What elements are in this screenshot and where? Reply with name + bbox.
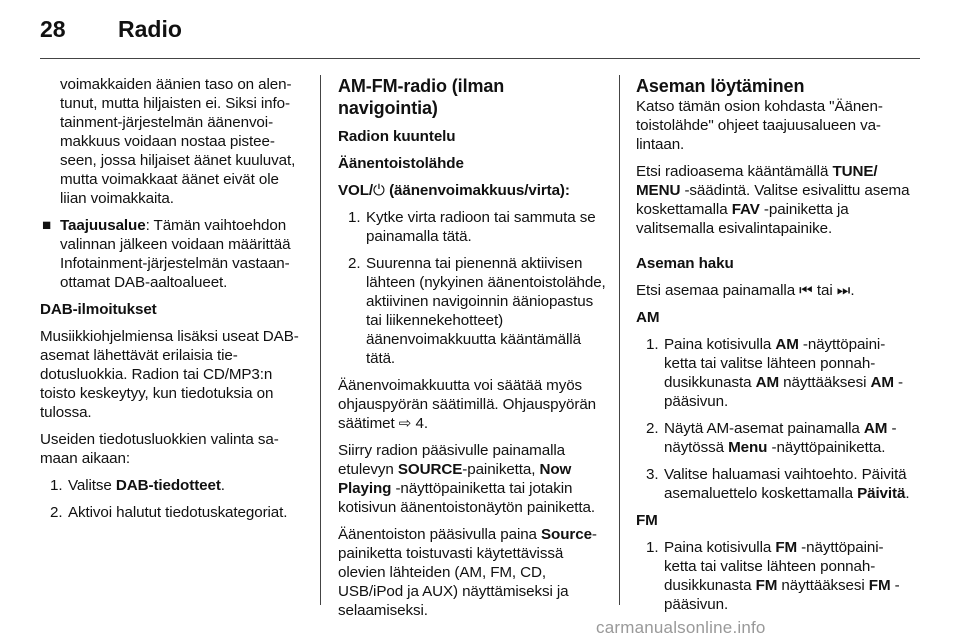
paragraph-text: -painiketta ja valitsemalla esivalintapainike. bbox=[636, 201, 849, 237]
paragraph bbox=[338, 525, 606, 620]
paragraph bbox=[636, 162, 910, 238]
step-number: 2. bbox=[50, 504, 63, 521]
step-number: 3. bbox=[646, 466, 659, 483]
paragraph-text: -säädintä. Valitse esivalittu asema koskettamalla bbox=[636, 182, 910, 218]
step-text: Valitse haluamasi vaihtoehto. Päivitä asemaluettelo koskettamalla bbox=[664, 466, 907, 502]
page-number: 28 bbox=[40, 16, 66, 42]
page-reference-icon: ⇨ bbox=[398, 415, 412, 432]
step-text: . bbox=[220, 477, 225, 494]
paragraph-text: Etsi asemaa painamalla bbox=[636, 282, 800, 299]
step-text: Aktivoi halutut tiedotuskategoriat. bbox=[68, 504, 288, 521]
paragraph-text: Äänentoiston pääsivulla paina bbox=[338, 526, 542, 543]
paragraph: Katso tämän osion kohdasta "Äänentoistolähde" ohjeet taajuusalueen valintaan. bbox=[636, 98, 883, 153]
button-term: AM bbox=[863, 420, 888, 437]
step-number: 2. bbox=[646, 420, 659, 437]
list-item bbox=[636, 465, 910, 503]
dab-paragraph: Useiden tiedotusluokkien valinta samaan aikaan: bbox=[40, 431, 279, 467]
step-number: 2. bbox=[348, 255, 361, 272]
step-bold: DAB-tiedotteet bbox=[115, 477, 221, 494]
band-heading-am: AM bbox=[636, 309, 660, 326]
subheading-text: (äänenvoimakkuus/virta): bbox=[384, 182, 570, 199]
subheading: Aseman haku bbox=[636, 255, 734, 272]
step-text: Kytke virta radioon tai sammuta se painamalla tätä. bbox=[366, 209, 596, 245]
paragraph-text: . bbox=[850, 282, 855, 299]
steps-list bbox=[636, 538, 910, 614]
subheading: Äänentoistolähde bbox=[338, 155, 464, 172]
seek-forward-icon: ⏭ bbox=[836, 282, 851, 299]
button-term: TUNE/ MENU bbox=[636, 163, 878, 199]
column-middle bbox=[338, 75, 606, 628]
button-term: FAV bbox=[731, 201, 760, 218]
step-text: -näyttöpainiketta tai valitse lähteen ponnahdusikkunasta bbox=[664, 539, 884, 594]
step-text: Paina kotisivulla bbox=[664, 539, 776, 556]
step-text: -näytössä bbox=[664, 420, 897, 456]
step-text: Suurenna tai pienennä aktiivisen lähteen (nykyinen äänentoistolähde, aktiivinen navigoinnin ääniopastus tai liikennekehotteet) äänenvoimakkuutta kääntämällä tätä. bbox=[366, 255, 606, 367]
band-heading-fm: FM bbox=[636, 512, 658, 529]
list-item bbox=[636, 419, 910, 457]
step-number: 1. bbox=[646, 539, 659, 556]
steps-list bbox=[636, 335, 910, 503]
list-item bbox=[636, 335, 910, 411]
step-text: -näyttöpainiketta. bbox=[767, 439, 886, 456]
page-header bbox=[0, 0, 960, 62]
paragraph-text: -painiketta, bbox=[462, 461, 540, 478]
watermark: carmanualsonline.info bbox=[596, 618, 766, 637]
dab-heading: DAB-ilmoitukset bbox=[40, 301, 157, 318]
button-term: AM bbox=[755, 374, 779, 391]
step-number: 1. bbox=[646, 336, 659, 353]
paragraph-text: Siirry radion pääsivulle painamalla etulevyn bbox=[338, 442, 565, 478]
subheading: Radion kuuntelu bbox=[338, 128, 456, 145]
steps-list bbox=[40, 476, 306, 522]
paragraph-text: 4. bbox=[411, 415, 428, 432]
column-divider bbox=[320, 75, 321, 605]
step-text: Valitse bbox=[68, 477, 116, 494]
list-item bbox=[636, 538, 910, 614]
section-title: Aseman löytäminen bbox=[636, 76, 805, 96]
steps-list bbox=[338, 208, 606, 368]
step-text: Näytä AM-asemat painamalla bbox=[664, 420, 864, 437]
bullet-square-icon: ■ bbox=[42, 217, 52, 234]
subheading-text: VOL/ bbox=[338, 182, 374, 199]
list-item bbox=[338, 208, 606, 246]
button-term: FM bbox=[868, 577, 891, 594]
paragraph-text: -näyttöpainiketta tai jotakin kotisivun äänentoistonäytön painiketta. bbox=[338, 480, 595, 516]
paragraph-text: -painiketta toistuvasti käytettävissä olevien lähteiden (AM, FM, CD, USB/iPod ja AUX) näyttämiseksi ja selaamiseksi. bbox=[338, 526, 597, 619]
seek-back-icon: ⏮ bbox=[799, 282, 813, 299]
step-text: näyttääksesi bbox=[777, 577, 869, 594]
step-number: 1. bbox=[50, 477, 63, 494]
continued-paragraph: voimakkaiden äänien taso on alentunut, mutta hiljaisten ei. Siksi infotainment-järjestelmän äänenvoimakkuus voidaan nostaa pisteeseen, jossa hiljaiset äänet kuuluvat, mutta voimakkaat äänet eivät ole liian voimakkaita. bbox=[60, 76, 296, 207]
button-term: FM bbox=[775, 539, 798, 556]
section-title: AM-FM-radio (ilman navigointia) bbox=[338, 76, 505, 118]
button-term: Päivitä bbox=[857, 485, 906, 502]
step-text: . bbox=[905, 485, 910, 502]
subheading bbox=[338, 181, 606, 200]
button-term: AM bbox=[870, 374, 894, 391]
button-term: AM bbox=[775, 336, 799, 353]
bullet-term: Taajuusalue bbox=[60, 217, 146, 234]
chapter-title: Radio bbox=[118, 16, 182, 42]
paragraph-text: tai bbox=[812, 282, 837, 299]
step-text: näyttääksesi bbox=[779, 374, 871, 391]
step-number: 1. bbox=[348, 209, 361, 226]
list-item bbox=[40, 503, 306, 522]
button-term: Now Playing bbox=[338, 461, 572, 497]
button-term: Source bbox=[541, 526, 592, 543]
paragraph bbox=[338, 441, 606, 517]
bullet-text: : Tämän vaihtoehdon valinnan jälkeen voidaan määrittää Infotainment-järjestelmän vastaanottamat DAB-aaltoalueet. bbox=[60, 217, 291, 291]
button-term: Menu bbox=[728, 439, 768, 456]
paragraph-text: Äänenvoimakkuutta voi säätää myös ohjauspyörän säätimillä. Ohjauspyörän säätimet bbox=[338, 377, 597, 432]
step-text: -pääsivun. bbox=[664, 577, 900, 613]
column-divider bbox=[619, 75, 620, 605]
button-term: SOURCE bbox=[397, 461, 463, 478]
button-term: FM bbox=[755, 577, 778, 594]
paragraph-text: Etsi radioasema kääntämällä bbox=[636, 163, 833, 180]
power-icon: ⏻ bbox=[373, 182, 385, 199]
list-item bbox=[40, 476, 306, 495]
bullet-item bbox=[40, 216, 306, 292]
step-text: Paina kotisivulla bbox=[664, 336, 776, 353]
list-item bbox=[338, 254, 606, 368]
column-right bbox=[636, 75, 910, 622]
paragraph bbox=[636, 281, 910, 300]
step-text: -näyttöpainiketta tai valitse lähteen ponnahdusikkunasta bbox=[664, 336, 886, 391]
column-left bbox=[40, 75, 306, 530]
header-rule bbox=[40, 58, 920, 59]
dab-paragraph: Musiikkiohjelmiensa lisäksi useat DAB-asemat lähettävät erilaisia tiedotusluokkia. Radion tai CD/MP3:n toisto keskeytyy, kun tiedotuksia on tulossa. bbox=[40, 328, 299, 421]
paragraph bbox=[338, 376, 606, 433]
step-text: -pääsivun. bbox=[664, 374, 903, 410]
